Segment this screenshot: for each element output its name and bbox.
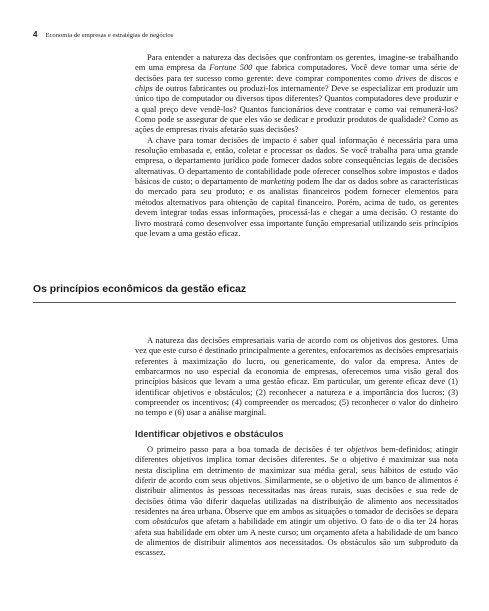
text-run: que afetam a habilidade em atingir um objetivo. O fato de o dia ter 24 horas afeta sua habilidade em obter um A neste curso; um orçamento afeta a habilidade de um banco de alimentos de distribuir alimentos aos necessitados. Os obstáculos são um subproduto da escassez. [135, 516, 458, 558]
section-paragraph-1: A natureza das decisões empresariais varia de acordo com os objetivos dos gestores. Uma vez que este curso é destinado principalmente a gerentes, enfocaremos as decisões empresariais referentes à maximização do lucro, ou genericamente, do valor da empresa. Antes de embarcarmos no uso especial da economia de empresas, oferecemos uma visão geral dos princípios básicos que levam a uma gestão eficaz. Em particular, um gerente eficaz deve (1) identificar objetivos e obstáculos; (2) reconhecer a natureza e a importância dos lucros; (3) compreender os incentivos; (4) compreender os mercados; (5) reconhecer o valor do dinheiro no tempo e (6) usar a análise marginal. [135, 335, 458, 418]
intro-paragraph-1 [135, 52, 458, 135]
subsection-paragraph-1 [135, 444, 458, 558]
text-run: que fabrica computadores. Você deve tomar uma série de decisões para ter sucesso como gerente: deve comprar componentes como [135, 62, 458, 83]
subsection-heading: Identificar objetivos e obstáculos [135, 428, 284, 439]
text-run: A chave para tomar decisões de impacto é saber qual informação é necessária para uma resolução embasada e, então, coletar e processar os dados. Se você trabalha para uma grande empresa, o departamento jurídico pode fornecer dados sobre consequências legais de decisões alternativas. O departamento de contabilidade pode oferecer conselhos sobre impostos e dados básicos de custo; o departamento de [135, 134, 458, 187]
text-run: bem-definidos; atingir diferentes objetivos implica tomar decisões diferentes. Se o objetivo é maximizar sua nota nesta disciplina em detrimento de maximizar sua média geral, seus hábitos de estudo vão diferir de acordo com seus objetivos. Similarmente, se o objetivo de um banco de alimentos é distribuir alimentos às pessoas necessitadas nas áreas rurais, suas decisões e sua rede de decisões ótima vão diferir daquelas utilizadas na distribuição de alimento aos necessitados residentes na área urbana. Observe que em ambos as situações o tomador de decisões se depara com [135, 444, 458, 527]
subsection-text [135, 444, 458, 558]
text-run: de outros fabricantes ou produzi-los internamente? Deve se especializar em produzir um único tipo de computador ou diversos tipos diferentes? Quantos computadores deve produzir e a qual preço deve vendê-los? Quantos funcionários deve contratar e como vai remunerá-los? Como pode se assegurar de que eles vão se dedicar e produzir produtos de qualidade? Como as ações de empresas rivais afetarão suas decisões? [135, 83, 458, 135]
text-run: de discos e [416, 72, 458, 83]
emphasis: objetivos [346, 444, 378, 454]
page-number: 4 [33, 30, 38, 39]
intro-paragraph-2 [135, 135, 458, 238]
text-run: Para entender a natureza das decisões que confrontam os gerentes, imagine-se trabalhando em uma empresa da [135, 52, 458, 73]
section-heading: Os princípios econômicos da gestão eficaz [33, 284, 247, 295]
running-head [33, 30, 173, 39]
emphasis: obstáculos [152, 516, 189, 527]
text-run: O primeiro passo para a boa tomada de decisões é ter [147, 444, 347, 454]
section-text [135, 335, 458, 418]
emphasis: drives [395, 72, 417, 83]
section-divider [33, 302, 456, 303]
intro-text [135, 52, 458, 238]
emphasis: Fortune 500 [209, 62, 253, 73]
emphasis: marketing [260, 176, 295, 187]
text-run: podem lhe dar os dados sobre as características do mercado para seu produto; e os analistas financeiros podem fornecer elementos para métodos alternativos para obtenção de capital financeiro. Porém, acima de tudo, os gerentes devem integrar todas essas informações, processá-las e chegar a uma decisão. O restante do livro mostrará como desenvolver essa importante função empresarial utilizando seis princípios que levam a uma gestão eficaz. [135, 176, 458, 238]
emphasis: chips [135, 83, 153, 94]
running-title: Economia de empresas e estratégias de negócios [45, 32, 174, 39]
